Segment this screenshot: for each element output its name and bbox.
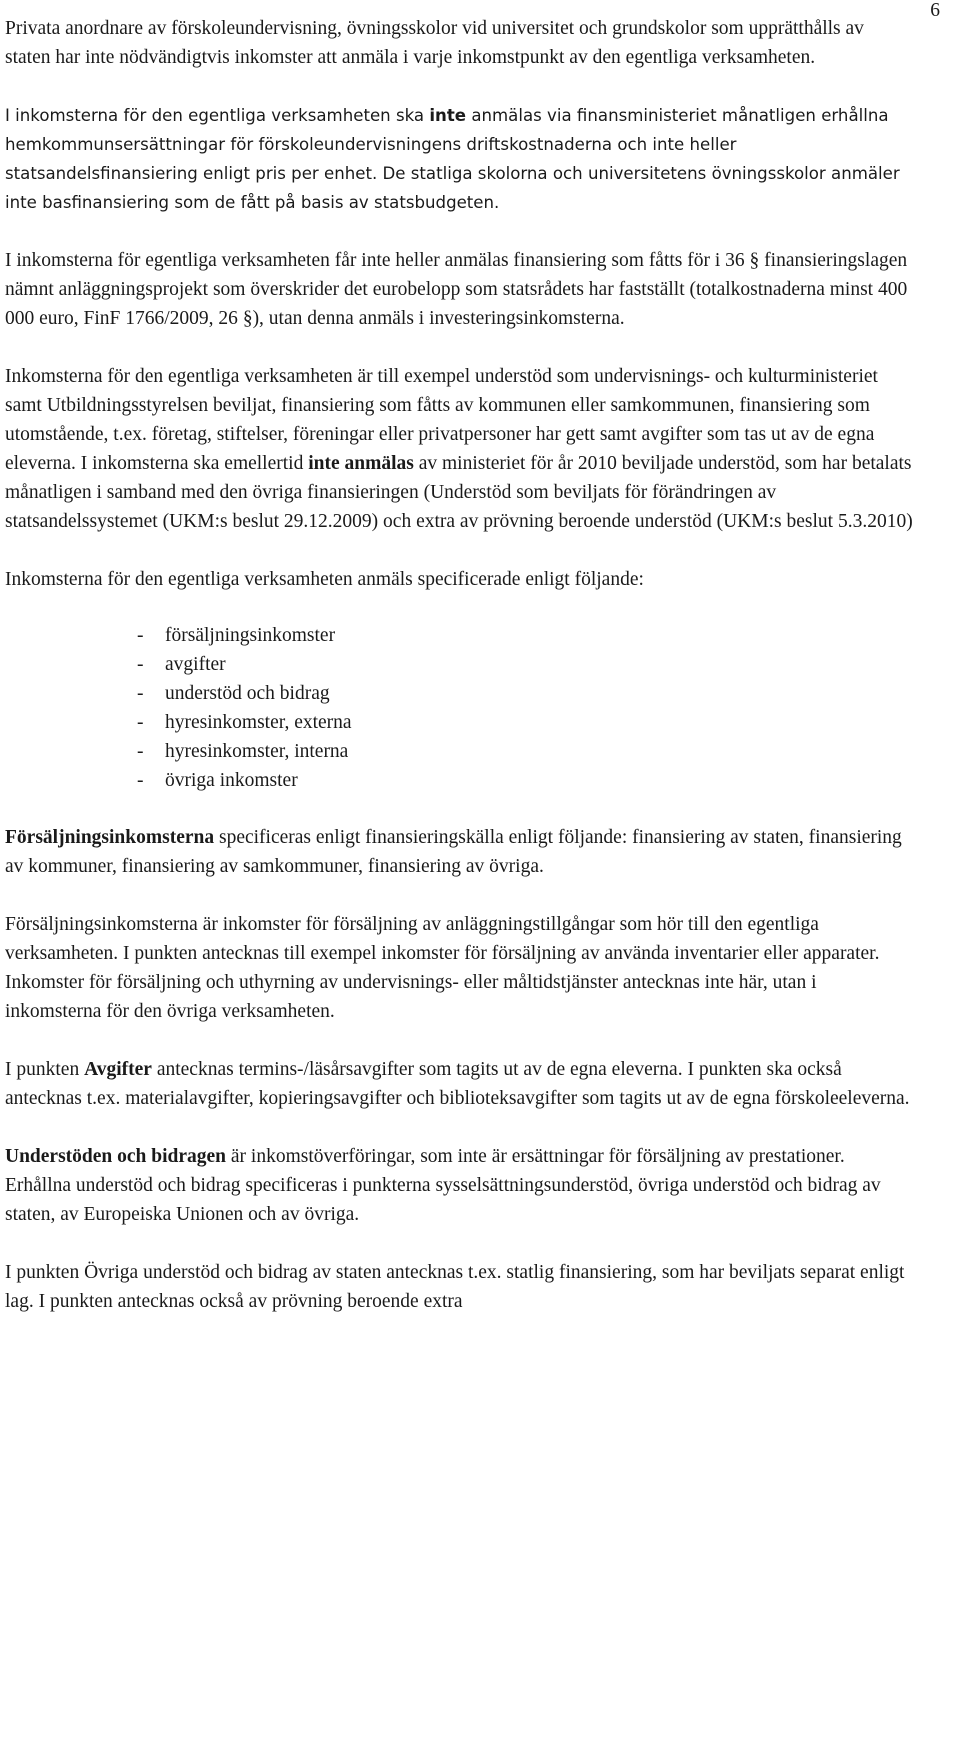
- list-item: - försäljningsinkomster: [137, 621, 913, 650]
- paragraph-specification-intro: Inkomsterna för den egentliga verksamheten anmäls specificerade enligt följande:: [5, 569, 644, 590]
- paragraph-sales-income-definition: Försäljningsinkomsterna är inkomster för försäljning av anläggningstillgångar som hör till den egentliga verksamheten. I punkten antecknas till exempel inkomster för försäljning av använda inventarier eller apparater. Inkomster för försäljning och uthyrning av undervisnings- eller måltidstjänster antecknas inte här, utan i inkomsterna för den övriga verksamheten.: [5, 914, 880, 1022]
- emphasis-inte: inte: [429, 106, 467, 125]
- term-avgifter: Avgifter: [84, 1059, 152, 1080]
- list-item: - hyresinkomster, externa: [137, 708, 913, 737]
- paragraph-grants: Understöden och bidragen är inkomstöverföringar, som inte är ersättningar för försäljning av prestationer. Erhållna understöd och bidrag specificeras i punkterna sysselsättningsunderstöd, övriga understöd och bidrag av staten, av Europeiska Unionen och av övriga.: [5, 1146, 881, 1225]
- term-understoden-och-bidragen: Understöden och bidragen: [5, 1146, 227, 1167]
- paragraph-income-examples: Inkomsterna för den egentliga verksamheten är till exempel understöd som undervisnings- och kulturministeriet samt Utbildningsstyrelsen beviljat, finansiering som fåtts av kommunen eller samkommunen, finansiering som utomstående, t.ex. företag, stiftelser, föreningar eller privatpersoner har gett samt avgifter som tas ut av de egna eleverna. I inkomsterna ska emellertid inte anmälas av ministeriet för år 2010 beviljade understöd, som har betalats månatligen i samband med den övriga finansieringen (Understöd som beviljats för förändringen av statsandelssystemet (UKM:s beslut 29.12.2009) och extra av prövning beroende understöd (UKM:s beslut 5.3.2010): [5, 366, 913, 532]
- list-item: - hyresinkomster, interna: [137, 737, 913, 766]
- page-number: 6: [930, 0, 940, 21]
- term-forsaljningsinkomsterna: Försäljningsinkomsterna: [5, 827, 215, 848]
- paragraph-investment-financing: I inkomsterna för egentliga verksamheten får inte heller anmälas finansiering som fåtts för i 36 § finansieringslagen nämnt anläggningsprojekt som överskrider det eurobelopp som statsrådets har fastställt (totalkostnaderna minst 400 000 euro, FinF 1766/2009, 26 §), utan denna anmäls i investeringsinkomsterna.: [5, 250, 908, 329]
- paragraph-other-state-grants: I punkten Övriga understöd och bidrag av staten antecknas t.ex. statlig finansiering, som har beviljats separat enligt lag. I punkten antecknas också av prövning beroende extra: [5, 1262, 905, 1312]
- section-sign: §: [749, 250, 760, 271]
- emphasis-inte-anmalas: inte anmälas: [308, 453, 414, 474]
- paragraph-excluded-compensations: I inkomsterna för den egentliga verksamheten ska inte anmälas via finansministeriet månatligen erhållna hemkommunsersättningar för förskoleundervisningens driftskostnaderna och inte heller statsandelsfinansiering enligt pris per enhet. De statliga skolorna och universitetens övningsskolor anmäler inte basfinansiering som de fått på basis av statsbudgeten.: [5, 106, 900, 212]
- list-item: - avgifter: [137, 650, 913, 679]
- document-body: [5, 14, 913, 1316]
- paragraph-sales-income-specification: Försäljningsinkomsterna specificeras enligt finansieringskälla enligt följande: finansiering av staten, finansiering av kommuner, finansiering av samkommuner, finansiering av övriga.: [5, 827, 902, 877]
- list-item: - övriga inkomster: [137, 766, 913, 795]
- income-categories-list: [5, 621, 913, 795]
- section-sign: §: [242, 308, 253, 329]
- paragraph-private-organizers: Privata anordnare av förskoleundervisning, övningsskolor vid universitet och grundskolor som upprätthålls av staten har inte nödvändigtvis inkomster att anmäla i varje inkomstpunkt av den egentliga verksamheten.: [5, 18, 864, 68]
- list-item: - understöd och bidrag: [137, 679, 913, 708]
- paragraph-fees: I punkten Avgifter antecknas termins-/läsårsavgifter som tagits ut av de egna eleverna. I punkten ska också antecknas t.ex. materialavgifter, kopieringsavgifter och biblioteksavgifter som tagits ut av de egna förskoleeleverna.: [5, 1059, 910, 1109]
